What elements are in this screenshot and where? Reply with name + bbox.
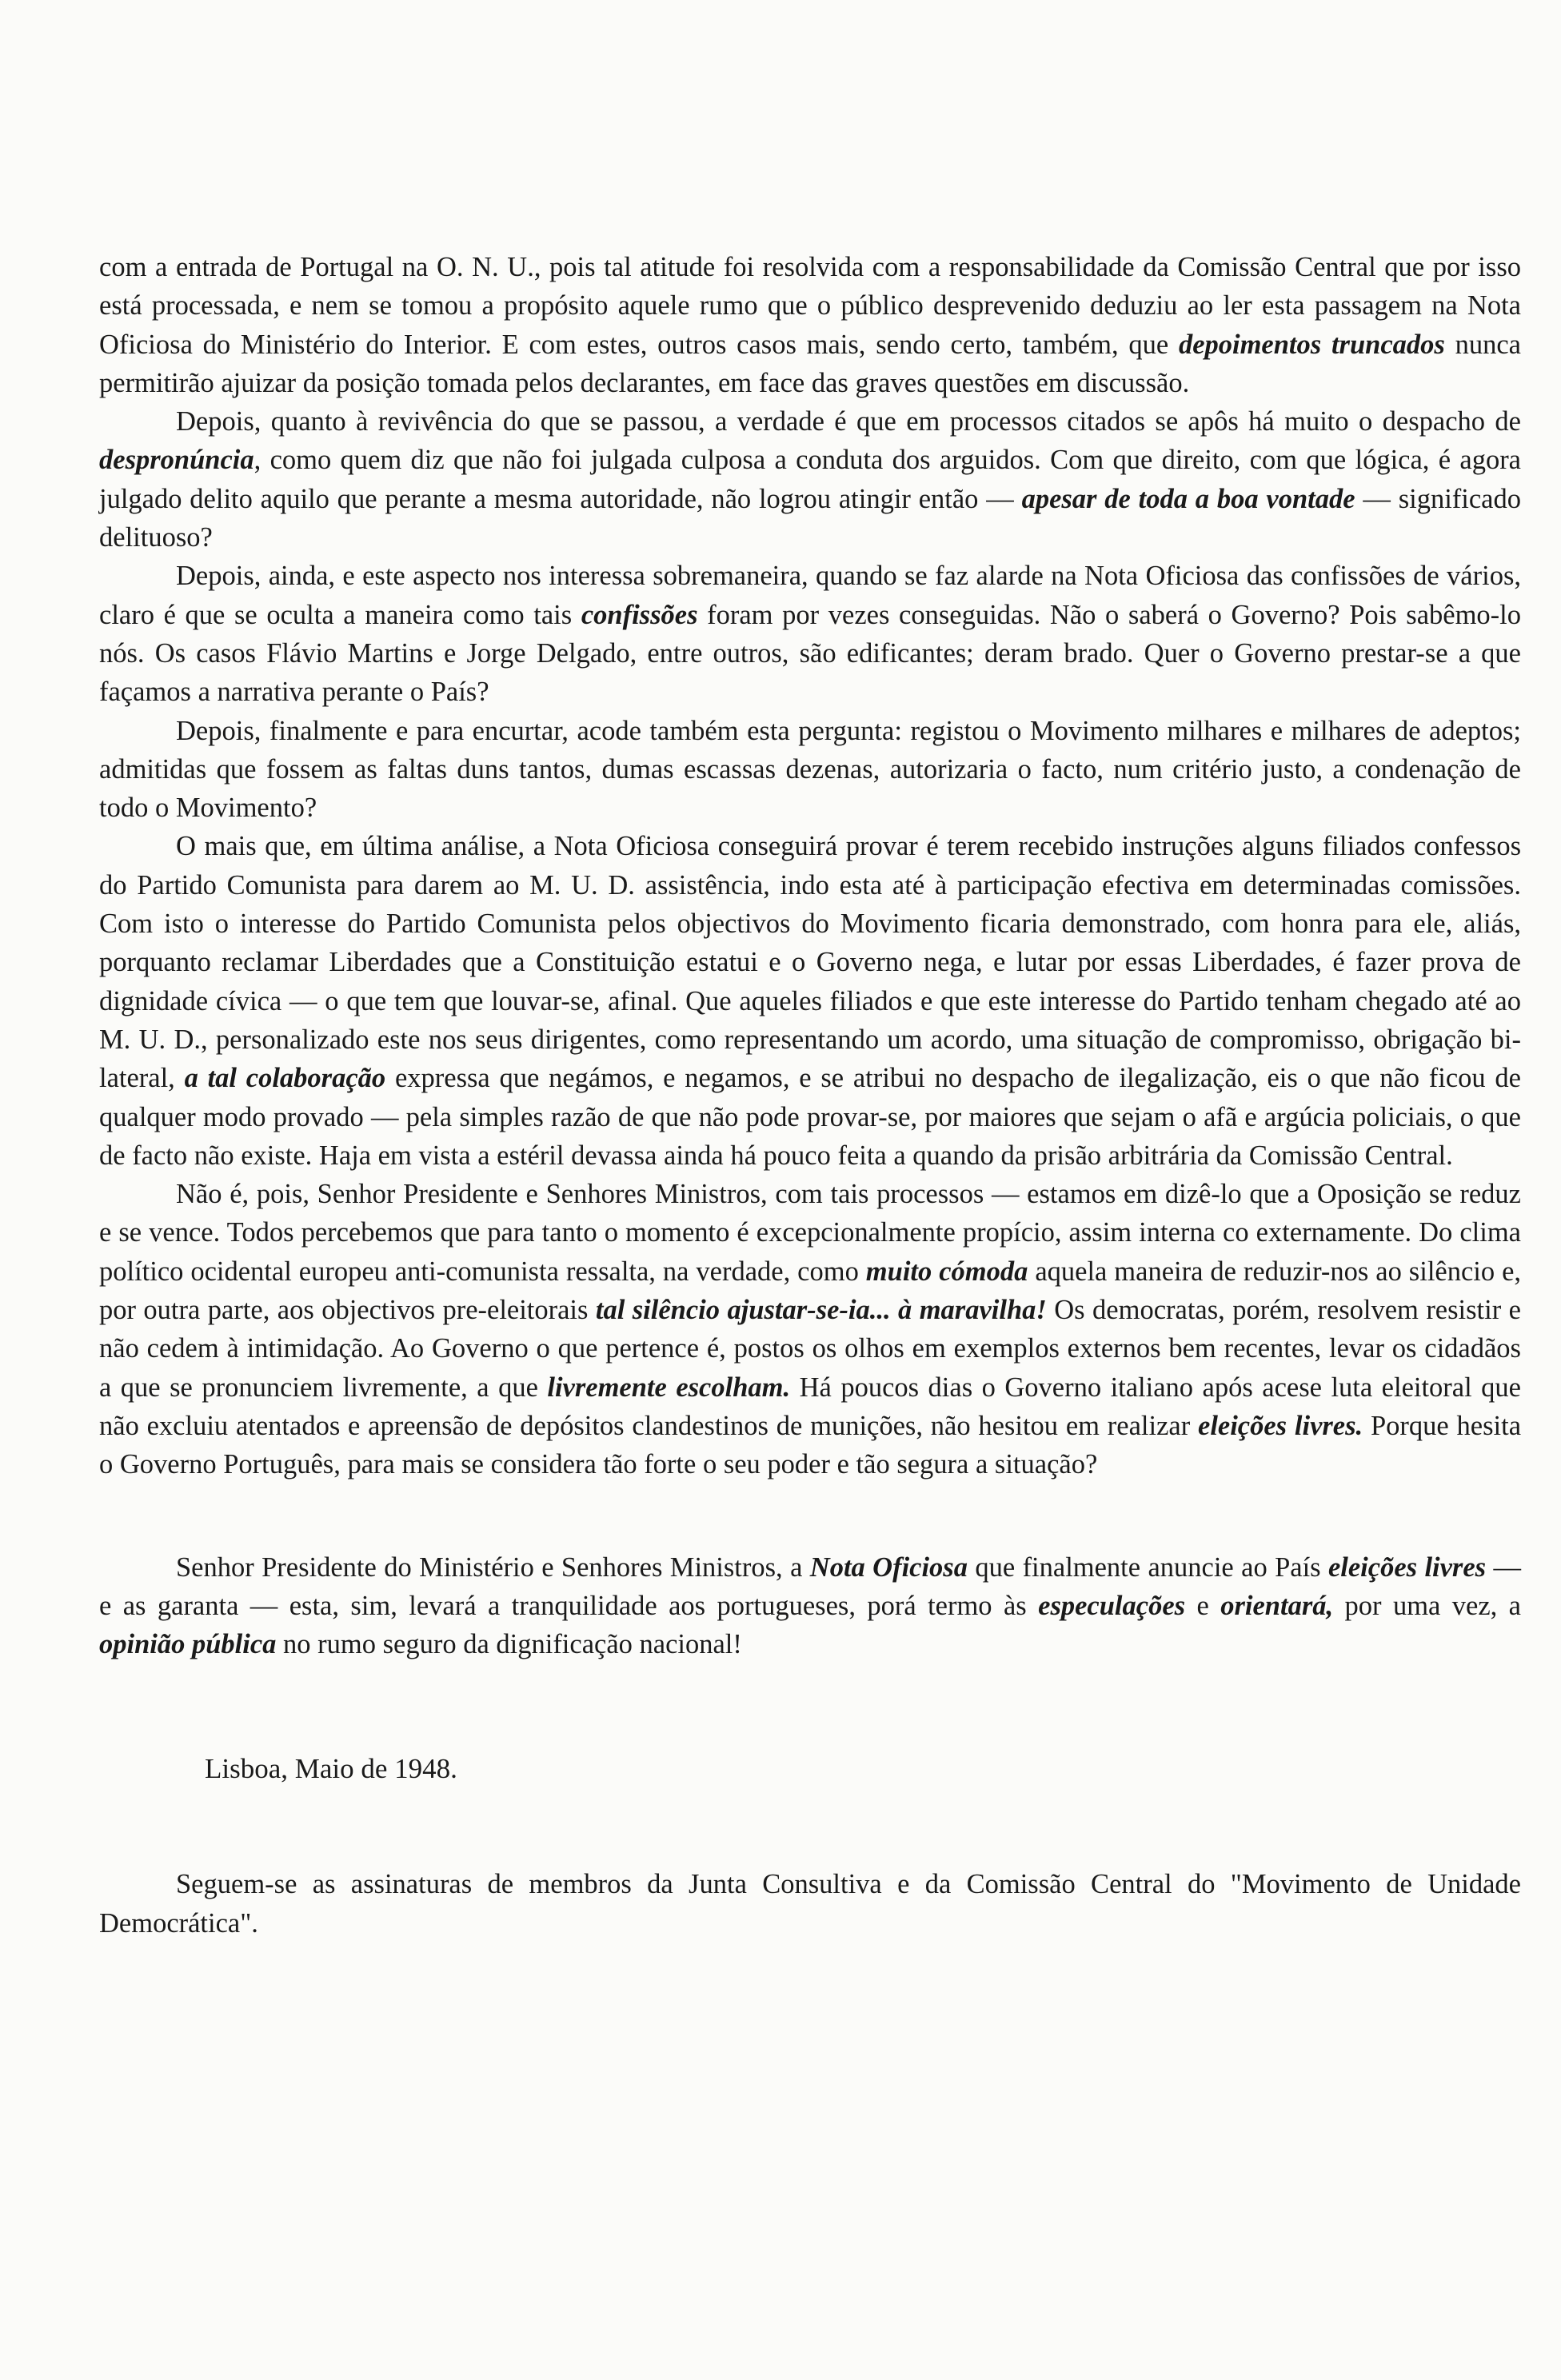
signatures-note: Seguem-se as assinaturas de membros da Junta Consultiva e da Comissão Central do "Movimento de Unidade Democrática". xyxy=(99,1869,1521,1939)
date-line: Lisboa, Maio de 1948. xyxy=(205,1753,457,1785)
emphasized-text: livremente escolham. xyxy=(547,1372,791,1403)
text-run: Depois, ainda, e este aspecto nos interessa sobremaneira, quando se faz alarde na Nota Oficiosa das confissões de vários, claro é que se oculta a maneira como tais xyxy=(99,561,1521,630)
text-run: Os democratas, porém, resolvem resistir e não cedem à intimidação. Ao Governo o que pertence é, postos os olhos em exemplos externos bem recentes, levar os cidadãos a que se pronunciem livremente, a que xyxy=(99,1295,1521,1403)
body-text xyxy=(99,248,1521,1484)
text-run: — e as garanta — esta, sim, levará a tranquilidade aos portugueses, porá termo às xyxy=(99,1551,1521,1621)
emphasized-text: Nota Oficiosa xyxy=(809,1551,968,1583)
text-run: O mais que, em última análise, a Nota Oficiosa conseguirá provar é terem recebido instruções alguns filiados confessos do Partido Comunista para darem ao M. U. D. assistência, indo esta até à participação efectiva em determinadas comissões. Com isto o interesse do Partido Comunista pelos objectivos do Movimento ficaria demonstrado, com honra para ele, aliás, porquanto reclamar Liberdades que a Constituição estatui e o Governo nega, e lutar por essas Liberdades, é fazer prova de dignidade cívica — o que tem que louvar-se, afinal. Que aqueles filiados e que este interesse do Partido tenham chegado até ao M. U. D., personalizado este nos seus dirigentes, como representando um acordo, uma situação de compromisso, obrigação bi-lateral, xyxy=(99,831,1521,1094)
body-paragraph-3 xyxy=(99,557,1521,711)
text-run: Há poucos dias o Governo italiano após acese luta eleitoral que não excluiu atentados e apreensão de depósitos clandestinos de munições, não hesitou em realizar xyxy=(99,1372,1521,1441)
body-paragraph-2 xyxy=(99,402,1521,557)
emphasized-text: apesar de toda a boa vontade xyxy=(1021,483,1355,514)
emphasized-text: despronúncia xyxy=(99,445,254,476)
text-run: Depois, finalmente e para encurtar, acode também esta pergunta: registou o Movimento milhares e milhares de adeptos; admitidas que fossem as faltas duns tantos, dumas escassas dezenas, autorizaria o facto, num critério justo, a condenação de todo o Movimento? xyxy=(99,715,1521,824)
text-run: Senhor Presidente do Ministério e Senhores Ministros, a xyxy=(176,1551,810,1583)
text-run: foram por vezes conseguidas. Não o saberá o Governo? Pois sabêmo-lo nós. Os casos Flávio Martins e Jorge Delgado, entre outros, são edificantes; deram brado. Quer o Governo prestar-se a que façamos a narrativa perante o País? xyxy=(99,599,1522,708)
emphasized-text: especulações xyxy=(1038,1590,1186,1621)
body-paragraph-6 xyxy=(99,1175,1521,1484)
emphasized-text: orientará, xyxy=(1220,1590,1334,1621)
text-run: Porque hesita o Governo Português, para mais se considera tão forte o seu poder e tão segura a situação? xyxy=(99,1410,1522,1480)
text-run: e xyxy=(1185,1590,1221,1621)
text-run: Não é, pois, Senhor Presidente e Senhores Ministros, com tais processos — estamos em dizê-lo que a Oposição se reduz e se vence. Todos percebemos que para tanto o momento é excepcionalmente propício, assim interna co externamente. Do clima político ocidental europeu anti-comunista ressalta, na verdade, como xyxy=(99,1179,1521,1287)
text-run: nunca permitirão ajuizar da posição tomada pelos declarantes, em face das graves questões em discussão. xyxy=(99,329,1521,398)
text-run: por uma vez, a xyxy=(1333,1590,1521,1621)
emphasized-text: muito cómoda xyxy=(865,1256,1028,1287)
body-paragraph-1 xyxy=(99,248,1521,402)
emphasized-text: eleições livres xyxy=(1327,1551,1487,1583)
text-run: , como quem diz que não foi julgada culposa a conduta dos arguidos. Com que direito, com que lógica, é agora julgado delito aquilo que perante a mesma autoridade, não logrou atingir então — xyxy=(99,445,1521,514)
emphasized-text: confissões xyxy=(581,599,698,630)
text-run: Depois, quanto à revivência do que se passou, a verdade é que em processos citados se apôs há muito o despacho de xyxy=(176,406,1521,437)
emphasized-text: depoimentos truncados xyxy=(1178,329,1445,360)
text-run: aquela maneira de reduzir-nos ao silêncio e, por outra parte, aos objectivos pre-eleitorais xyxy=(99,1256,1522,1326)
text-run: que finalmente anuncie ao País xyxy=(967,1551,1328,1583)
text-run: com a entrada de Portugal na O. N. U., pois tal atitude foi resolvida com a responsabilidade da Comissão Central que por isso está processada, e nem se tomou a propósito aquele rumo que o público desprevenido deduziu ao ler esta passagem na Nota Oficiosa do Ministério do Interior. E com estes, outros casos mais, sendo certo, também, que xyxy=(99,252,1521,360)
text-run: expressa que negámos, e negamos, e se atribui no despacho de ilegalização, eis o que não ficou de qualquer modo provado — pela simples razão de que não pode provar-se, por maiores que sejam o afã e argúcia policiais, o que de facto não existe. Haja em vista a estéril devassa ainda há pouco feita a quando da prisão arbitrária da Comissão Central. xyxy=(99,1063,1521,1171)
text-run: no rumo seguro da dignificação nacional! xyxy=(276,1629,742,1660)
emphasized-text: tal silêncio ajustar-se-ia... à maravilha! xyxy=(595,1295,1047,1326)
emphasized-text: a tal colaboração xyxy=(184,1063,386,1094)
body-paragraph-5 xyxy=(99,827,1521,1175)
closing-paragraph xyxy=(99,1548,1521,1664)
body-paragraph-4 xyxy=(99,712,1521,828)
document-page xyxy=(99,248,1521,1943)
emphasized-text: eleições livres. xyxy=(1198,1410,1363,1441)
emphasized-text: opinião pública xyxy=(99,1629,277,1660)
text-run: — significado delituoso? xyxy=(99,483,1521,553)
